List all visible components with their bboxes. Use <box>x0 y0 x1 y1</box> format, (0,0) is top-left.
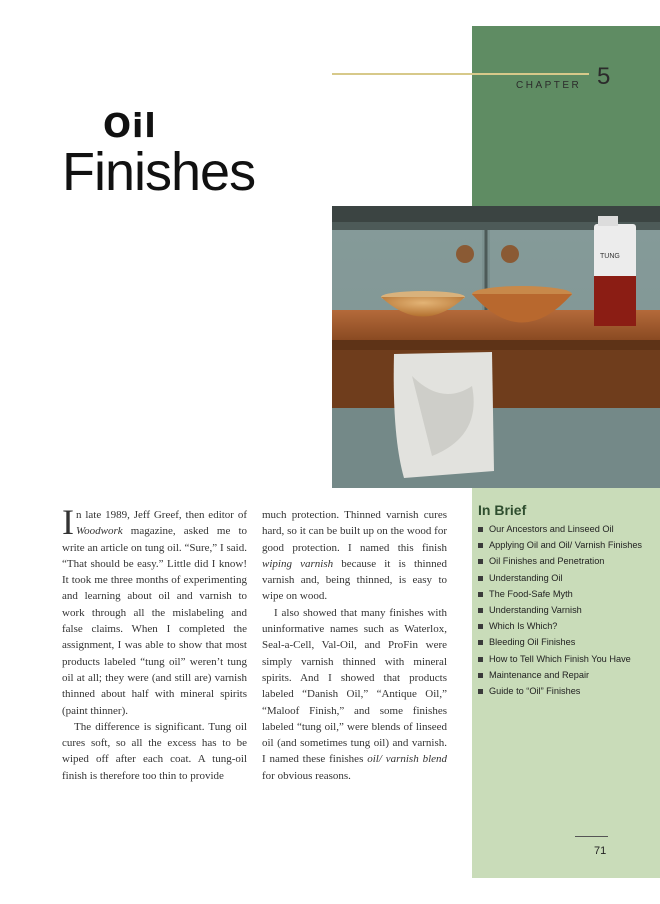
in-brief-item: Bleeding Oil Finishes <box>478 636 654 649</box>
in-brief-item: Oil Finishes and Penetration <box>478 555 654 568</box>
body-paragraph: much protection. Thinned varnish cures hard, so it can be built up on the wood for good protection. I named this finish wiping varnish because it is thinned varnish and, being thinned, is easy to wipe on wood. <box>262 509 447 603</box>
in-brief-item: Maintenance and Repair <box>478 669 654 682</box>
body-paragraph: I also showed that many finishes with uninformative names such as Waterlox, Seal-a-Cell, Val-Oil, and ProFin were simply varnish thinned with mineral spirits. And I showed that products labeled “Danish Oil,” “Antique Oil,” “Maloof Finish,” and some finishes labeled “tung oil,” were blends of linseed oil (and sometimes tung oil) and varnish. I named these finishes oil/ varnish blend for obvious reasons. <box>262 606 448 782</box>
in-brief-list <box>478 523 654 698</box>
in-brief-item: Guide to “Oil” Finishes <box>478 685 654 698</box>
chapter-photo <box>332 206 660 488</box>
in-brief-item: Which Is Which? <box>478 620 654 633</box>
title-line-2: Finishes <box>62 142 256 202</box>
in-brief-item: Our Ancestors and Linseed Oil <box>478 523 654 536</box>
in-brief-item: How to Tell Which Finish You Have <box>478 653 654 666</box>
term-wiping-varnish: wiping varnish <box>262 557 334 570</box>
body-column-2 <box>262 507 447 784</box>
chapter-number: 5 <box>597 63 611 90</box>
title-line-1: Oil <box>103 106 157 145</box>
in-brief-item: Understanding Varnish <box>478 604 654 617</box>
chapter-rule <box>332 73 589 75</box>
term-oil-varnish-blend: oil/ varnish blend <box>367 753 448 766</box>
in-brief-item: Applying Oil and Oil/ Varnish Finishes <box>478 539 654 552</box>
chapter-color-block <box>472 26 660 206</box>
page-number: 71 <box>594 845 607 857</box>
in-brief-item: The Food-Safe Myth <box>478 588 654 601</box>
body-paragraph: The difference is significant. Tung oil cures soft, so all the excess has to be wiped off after each coat. A tung-oil finish is therefore too thin to provide <box>62 720 247 782</box>
drop-cap: I <box>62 502 74 542</box>
body-column-1 <box>62 502 247 784</box>
page-number-rule <box>575 836 608 837</box>
in-brief-sidebar <box>478 502 654 701</box>
chapter-label: CHAPTER <box>516 80 582 91</box>
in-brief-item: Understanding Oil <box>478 572 654 585</box>
magazine-name: Woodwork <box>76 525 123 538</box>
svg-text:TUNG: TUNG <box>600 253 620 260</box>
in-brief-title: In Brief <box>478 502 527 518</box>
body-paragraph: In late 1989, Jeff Greef, then editor of Woodwork magazine, asked me to write an article on tung oil. “Sure,” I said. “That should be easy.” Little did I know! It took me three months of experimenting and learning about oil and varnish to work through all the mislabeling and false claims. When I completed the assignment, I was able to show that most products labeled “tung oil” weren’t tung oil at all; they were (and still are) varnish thinned about half with mineral spirits (paint thinner). <box>62 502 247 717</box>
